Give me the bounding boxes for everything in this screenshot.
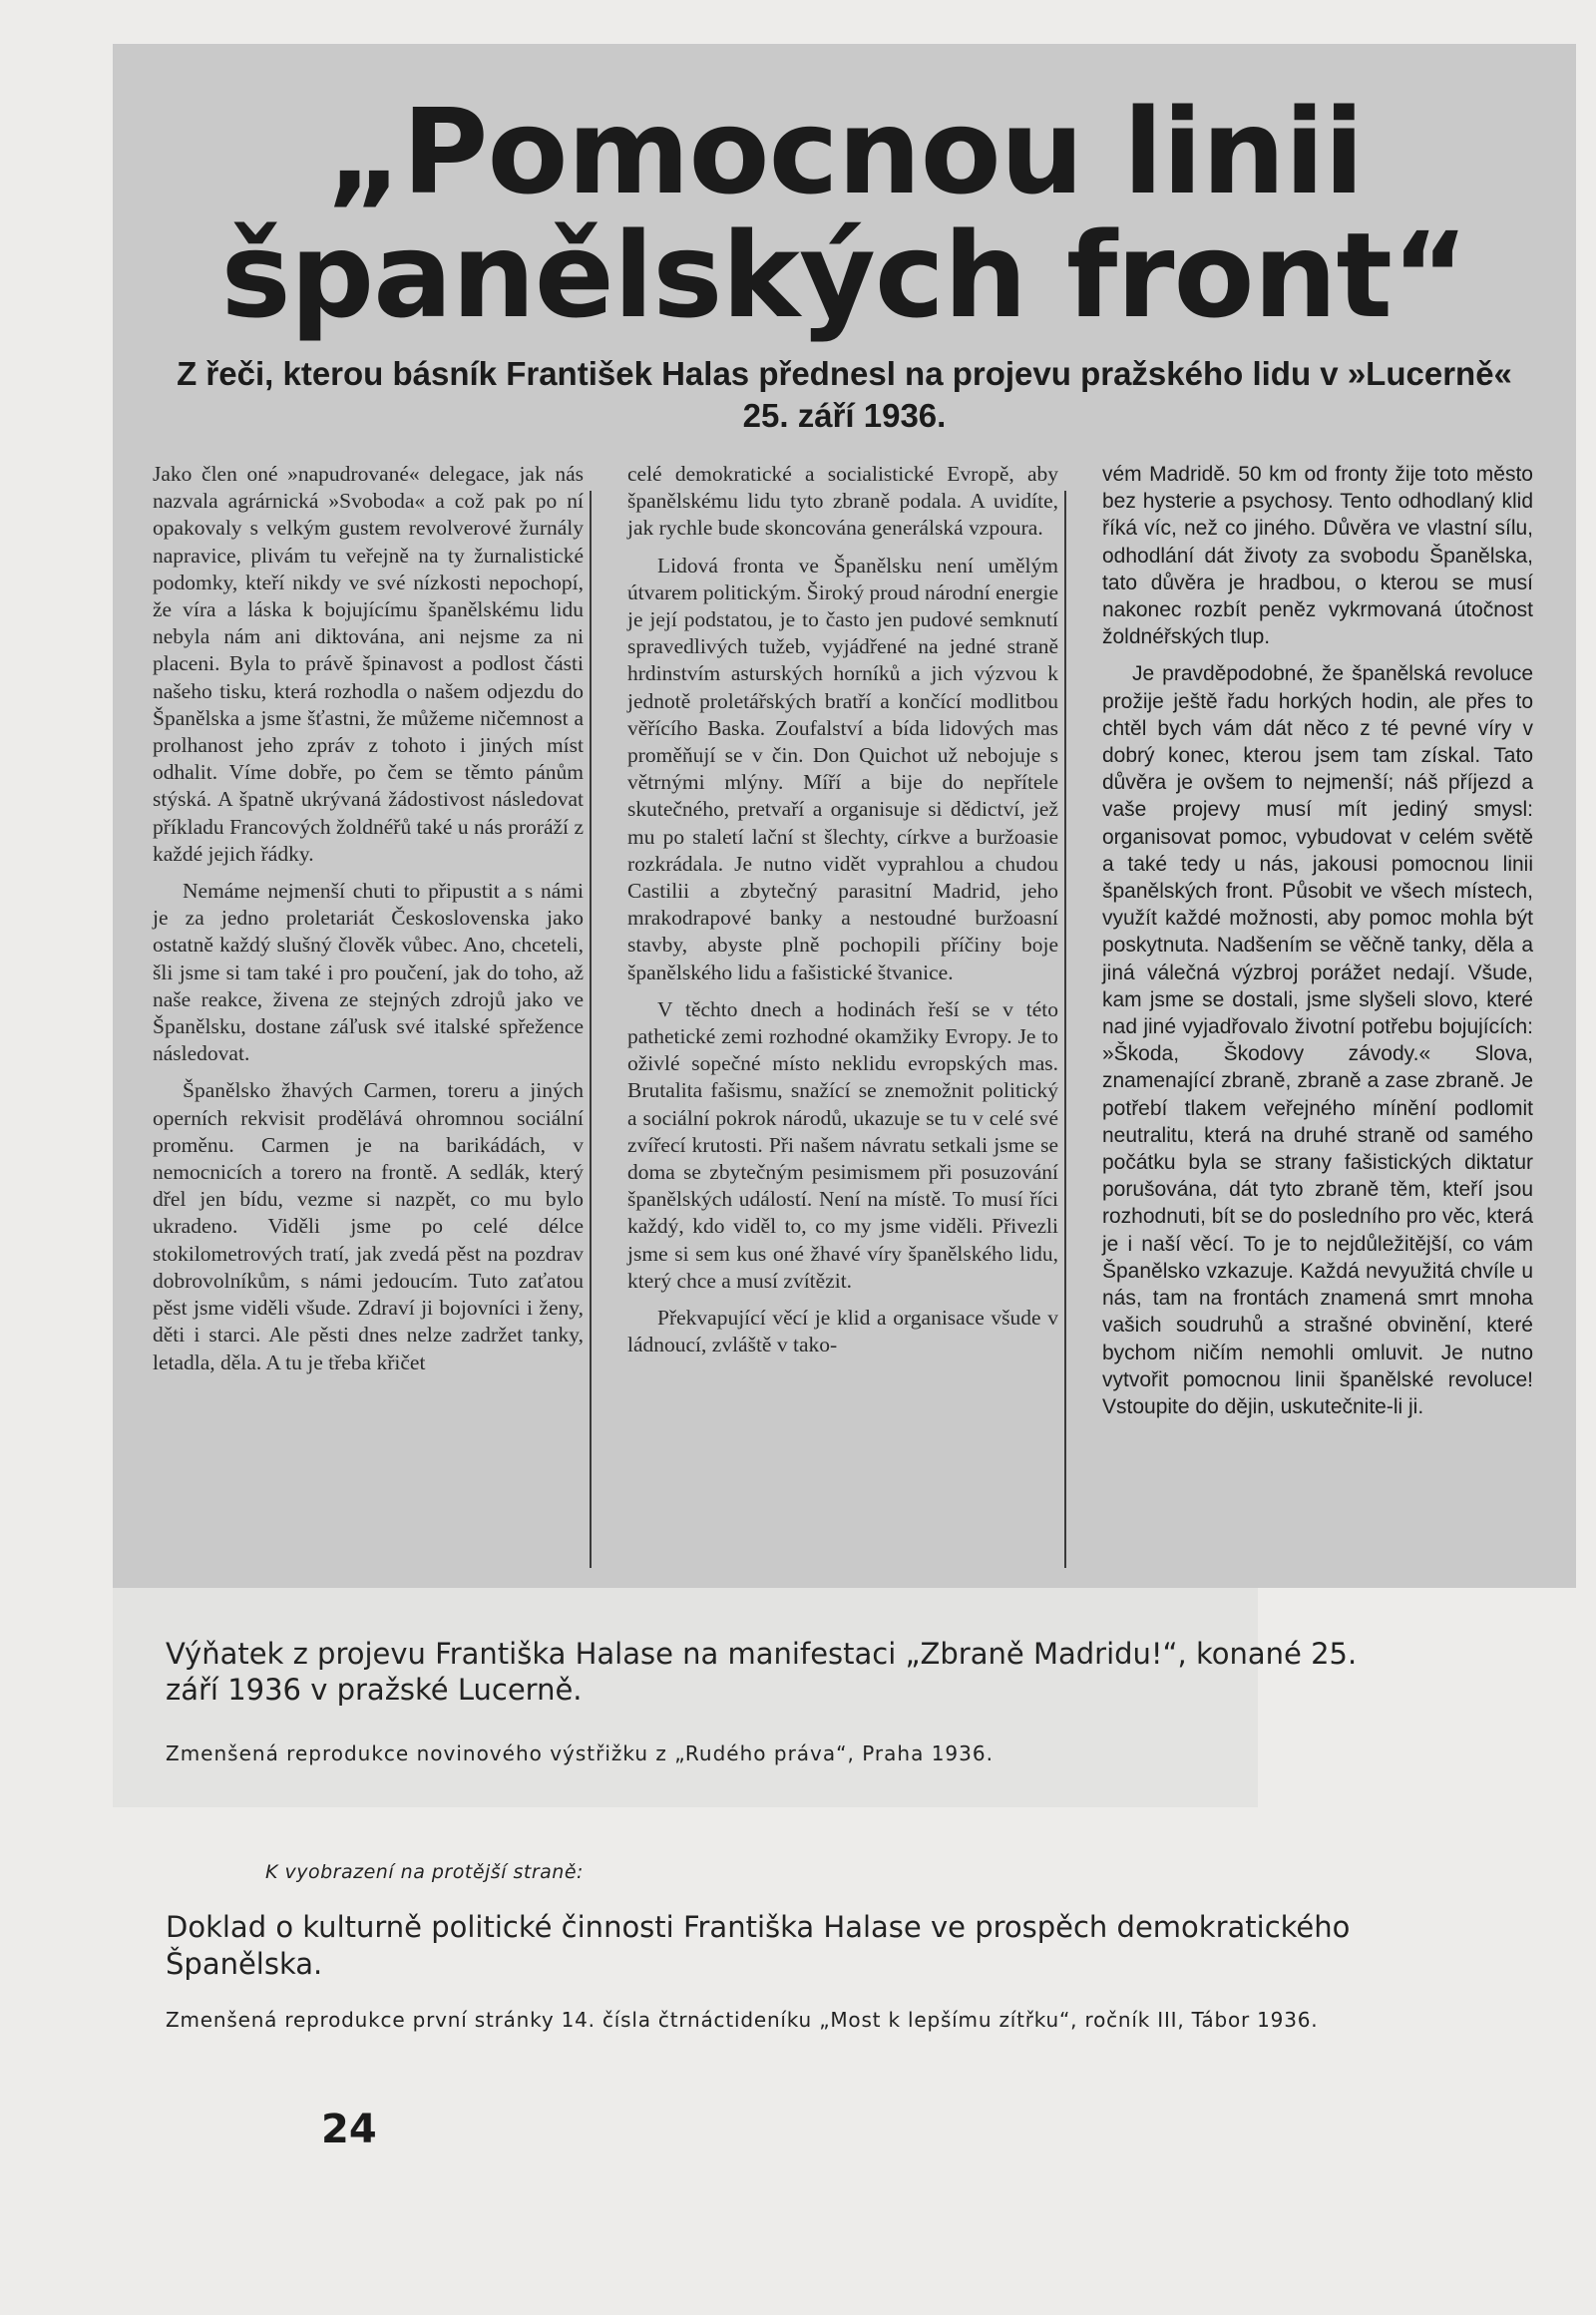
article-column-3	[1080, 461, 1555, 1588]
paragraph: celé demokratické a socialistické Evropě, aby španělskému lidu tyto zbraně podala. A uvidíte, jak rychle bude skoncována generálská vzpoura.	[627, 462, 1058, 541]
headline	[113, 83, 1576, 344]
paragraph: Překvapující věcí je klid a organisace všude v ládnoucí, zvláště v tako-	[627, 1306, 1058, 1357]
caption-opposite: Doklad o kulturně politické činnosti Františka Halase ve prospěch demokratického Španělska.	[166, 1910, 1351, 1981]
headline-line-1: „Pomocnou linii	[325, 83, 1364, 220]
paragraph: Lidová fronta ve Španělsku není umělým útvarem politickým. Široký proud národní energie je její podstatou, je to často jen pudové semknutí spravedlivých tužeb, vyjádřené na jedné straně hrdinstvím asturských horníků a jich výzvou k jednotě proletářských bratří a končící modlitbou věřícího Baska. Zoufalství a bída lidových mas proměňují se v čin. Don Quichot už nebojuje s větrnými mlýny. Míří a bije do nepřítele skutečného, pretvaří a organisuje si dědictví, jež mu po staletí lační st šlechty, církve a buržoasie rozkrádala. Je nutno vidět vyprahlou a chudou Castilii a zbytečný parasitní Madrid, jeho mrakodrapové banky a nestoudné buržoasní stavby, abyste plně pochopili příčiny boje španělského lidu a fašistické štvanice.	[627, 553, 1058, 984]
subheadline-date: 25. září 1936.	[742, 397, 947, 434]
newspaper-clipping	[113, 44, 1576, 1588]
article-columns	[131, 461, 1557, 1588]
paragraph: V těchto dnech a hodinách řeší se v této pathetické zemi rozhodné okamžiky Evropy. Je to oživlé sopečné místo neklidu evropských mas. Brutalita fašismu, snažící se znemožnit politický a sociální pokrok národů, ukazuje se tu v celé své zvířecí krutosti. Při našem návratu setkali jsme se doma se zbytečným pesimismem při posuzování španělských událostí. Není na místě. To musí říci každý, kdo viděl to, co my jsme viděli. Přivezli jsme si sem kus oné žhavé víry španělského lidu, který chce a musí zvítězit.	[627, 996, 1058, 1293]
headline-line-2: španělských front“	[220, 206, 1468, 344]
column-rule	[590, 491, 592, 1568]
article-column-1	[131, 461, 605, 1588]
caption-clipping: Výňatek z projevu Františka Halase na manifestaci „Zbraně Madridu!“, konané 25. září 1936 v pražské Lucerně.	[166, 1637, 1358, 1707]
paragraph: Nemáme nejmenší chuti to připustit a s námi je za jedno proletariát Československa jako ostatně každý slušný člověk vůbec. Ano, chceteli, šli jsme si tam také i pro poučení, jak do toho, až naše reakce, živena ze stejných zdrojů jako ve Španělsku, dostane záľusk své italské spřežence následovat.	[153, 879, 584, 1066]
caption-clipping-source: Zmenšená reprodukce novinového výstřižku z „Rudého práva“, Praha 1936.	[166, 1741, 994, 1765]
opposite-page-note: K vyobrazení na protější straně:	[265, 1861, 584, 1883]
article-column-2	[605, 461, 1080, 1588]
column-rule	[1064, 491, 1066, 1568]
subheadline-line-1: Z řeči, kterou básník František Halas přednesl na projevu pražského lidu v »Lucerně«	[177, 355, 1512, 392]
subheadline	[153, 353, 1536, 437]
paragraph: Španělsko žhavých Carmen, toreru a jiných operních rekvisit prodělává ohromnou sociální proměnu. Carmen je na barikádách, v nemocnicích a torero na frontě. A sedlák, který dřel jen bídu, vezme si nazpět, co mu bylo ukradeno. Viděli jsme po celé délce stokilometrových tratí, jak zvedá pěst na pozdrav dobrovolníkům, s námi jedoucím. Tuto zaťatou pěst jsme viděli všude. Zdraví ji bojovníci i ženy, děti i starci. Ale pěsti dnes nelze zadržet tanky, letadla, děla. A tu je třeba křičet	[153, 1078, 584, 1374]
page-number: 24	[321, 2107, 377, 2152]
paragraph: Je pravděpodobné, že španělská revoluce prožije ještě řadu horkých hodin, ale přes to chtěl bych vám dát něco z té pevné víry v dobrý konec, kterou jsem tam získal. Tato důvěra je ovšem to nejmenší; náš příjezd a vaše projevy musí mít jediný smysl: organisovat pomoc, vybudovat v celém světě a také tedy u nás, jakousi pomocnou linii španělských front. Působit ve všech místech, využít každé možnosti, aby pomoc mohla být poskytnuta. Nadšením se věčně tanky, děla a jiná válečná výzbroj porážet nedají. Všude, kam jsme se dostali, jsme slyšeli slovo, které nad jiné vyjadřovalo životní potřebu bojujících: »Škoda, Škodovy závody.« Slova, znamenající zbraně, zbraně a zase zbraně. Je potřebí tlakem veřejného mínění podlomit neutralitu, která na druhé straně od samého počátku byla se strany fašistických diktatur porušována, dát tyto zbraně těm, kteří jsou rozhodnuti, bít se do posledního pro věc, která je i naší věcí. To je to nejdůležitější, co vám Španělsko vzkazuje. Každá nevyužitá chvíle u nás, tam na frontách znamená smrt mnoha vašich soudruhů a strašné obvinění, které bychom ničím nemohli omluvit. Je nutno vytvořit pomocnou linii španělské revoluce! Vstoupite do dějin, uskutečnite-li ji.	[1102, 662, 1533, 1418]
paragraph: vém Madridě. 50 km od fronty žije toto město bez hysterie a psychosy. Tento odhodlaný klid říká víc, než co jiného. Důvěra ve vlastní sílu, odhodlání dát životy za svobodu Španělska, tato důvěra je hradbou, o kterou se musí nakonec rozbít peněz vykrmovaná útočnost žoldnéřských tlup.	[1102, 463, 1533, 649]
paragraph: Jako člen oné »napudrované« delegace, jak nás nazvala agrárnická »Svoboda« a což pak po ní opakovaly s velkým gustem revolverové žurnály napravice, plivám tu veřejně na ty žurnalistické podomky, kteří nikdy ve své nízkosti nepochopí, že víra a láska k bojujícímu španělskému lidu nebyla nám ani diktována, ani nejsme za ni placeni. Byla to právě špinavost a podlost části našeho tisku, která rozhodla o našem odjezdu do Španělska a jsme šťastni, že můžeme ničemnost a prolhanost jeho zpráv z tohoto i jiných míst odhalit. Víme dobře, po čem se těmto pánům stýská. A špatně ukrývaná žádostivost následovat příkladu Francových žoldnéřů také u nás proráží z každé jejich řádky.	[153, 462, 584, 866]
caption-opposite-source: Zmenšená reprodukce první stránky 14. čísla čtrnáctideníku „Most k lepšímu zítřku“, ročník III, Tábor 1936.	[166, 2008, 1319, 2032]
